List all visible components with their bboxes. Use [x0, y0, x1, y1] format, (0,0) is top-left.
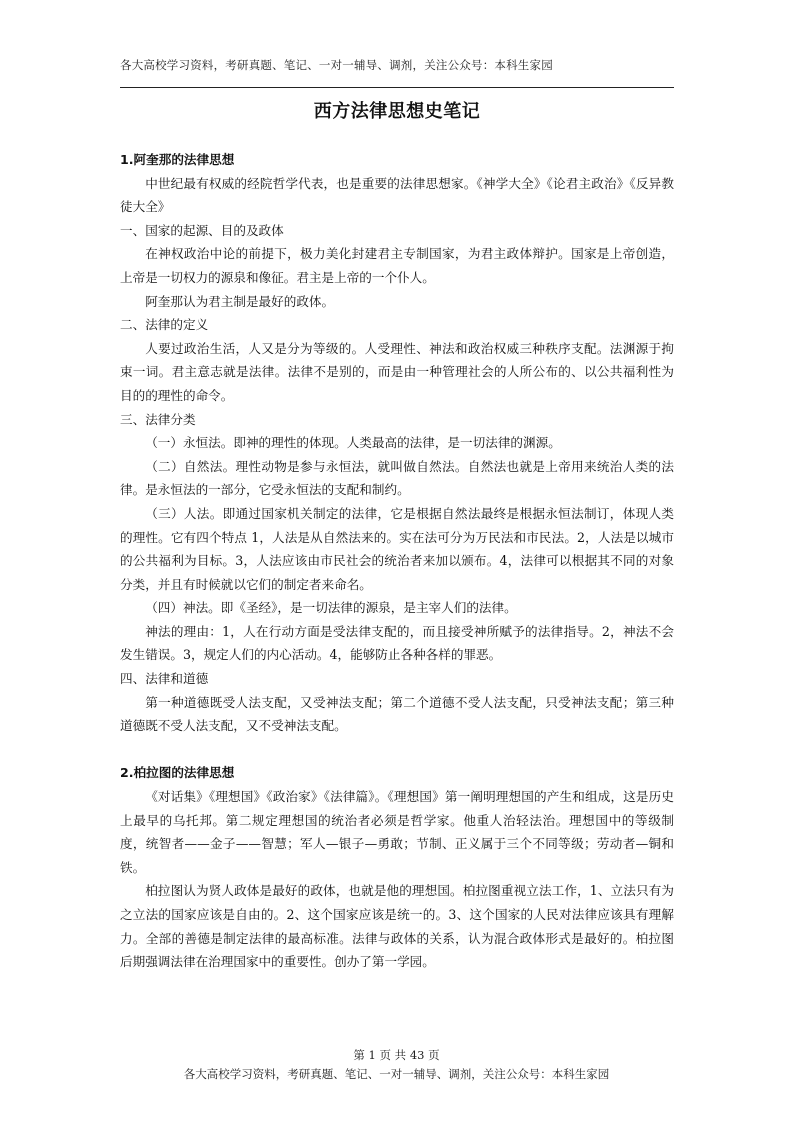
page-number: 第 1 页 共 43 页 — [353, 1048, 440, 1062]
section-spacer — [120, 738, 674, 762]
subheading: 一、国家的起源、目的及政体 — [120, 222, 284, 238]
page-footer: 各大高校学习资料，考研真题、笔记、一对一辅导、调剂，关注公众号：本科生家园 — [183, 1067, 610, 1081]
paragraph: 《对话集》《理想国》《政治家》《法律篇》。《理想国》第一阐明理想国的产生和组成，这是历史上最早的乌托邦。第二规定理想国的统治者必须是哲学家。他重人治轻法治。理想国中的等级制度，统智者——金子——智慧；军人—银子—勇敢；节制、正义属于三个不同等级；劳动者—铜和铁。 — [120, 789, 674, 875]
paragraph: 柏拉图认为贤人政体是最好的政体，也就是他的理想国。柏拉图重视立法工作，1、立法只有为之立法的国家应该是自由的。2、这个国家应该是统一的。3、这个国家的人民对法律应该具有理解力。全部的善德是制定法律的最高标准。法律与政体的关系，认为混合政体形式是最好的。柏拉图后期强调法律在治理国家中的重要性。创办了第一学园。 — [120, 883, 674, 970]
header-divider — [120, 87, 674, 88]
section-heading: 1.阿奎那的法律思想 — [120, 152, 235, 167]
paragraph: （三）人法。即通过国家机关制定的法律，它是根据自然法最终是根据永恒法制订，体现人类的理性。它有四个特点 1，人法是从自然法来的。实在法可分为万民法和市民法。2，人法是以城市的公共福利为目标。3，人法应该由市民社会的统治者来加以颁布。4，法律可以根据其不同的对象分类，并且有时候就以它们的制定者来命名。 — [120, 505, 674, 592]
subheading: 二、法律的定义 — [120, 317, 209, 333]
paragraph: 人要过政治生活，人又是分为等级的。人受理性、神法和政治权威三种秩序支配。法渊源于拘束一词。君主意志就是法律。法律不是别的，而是由一种管理社会的人所公布的、以公共福利性为目的的理性的命令。 — [120, 340, 674, 403]
paragraph: （四）神法。即《圣经》，是一切法律的源泉，是主宰人们的法律。 — [145, 600, 517, 616]
paragraph: 阿奎那认为君主制是最好的政体。 — [145, 293, 335, 309]
section-heading: 2.柏拉图的法律思想 — [120, 765, 235, 781]
paragraph: 神法的理由：1，人在行动方面是受法律支配的，而且接受神所赋予的法律指导。2，神法不会发生错误。3，规定人们的内心活动。4，能够防止各种各样的罪恶。 — [120, 623, 674, 663]
document-title: 西方法律思想史笔记 — [313, 101, 481, 122]
paragraph: （二）自然法。理性动物是参与永恒法，就叫做自然法。自然法也就是上帝用来统治人类的法律。是永恒法的一部分，它受永恒法的支配和制约。 — [120, 458, 674, 498]
page-header: 各大高校学习资料，考研真题、笔记、一对一辅导、调剂，关注公众号：本科生家园 — [120, 58, 553, 72]
paragraph: 在神权政治中论的前提下，极力美化封建君主专制国家，为君主政体辩护。国家是上帝创造，上帝是一切权力的源泉和像征。君主是上帝的一个仆人。 — [120, 246, 674, 285]
document-body — [120, 148, 674, 974]
paragraph: （一）永恒法。即神的理性的体现。人类最高的法律，是一切法律的渊源。 — [145, 435, 561, 451]
paragraph: 中世纪最有权威的经院哲学代表，也是重要的法律思想家。《神学大全》《论君主政治》《反异教徒大全》 — [120, 175, 674, 215]
paragraph: 第一种道德既受人法支配，又受神法支配；第二个道德不受人法支配，只受神法支配；第三种道德既不受人法支配，又不受神法支配。 — [120, 694, 674, 734]
subheading: 四、法律和道德 — [120, 671, 209, 687]
subheading: 三、法律分类 — [120, 411, 196, 427]
